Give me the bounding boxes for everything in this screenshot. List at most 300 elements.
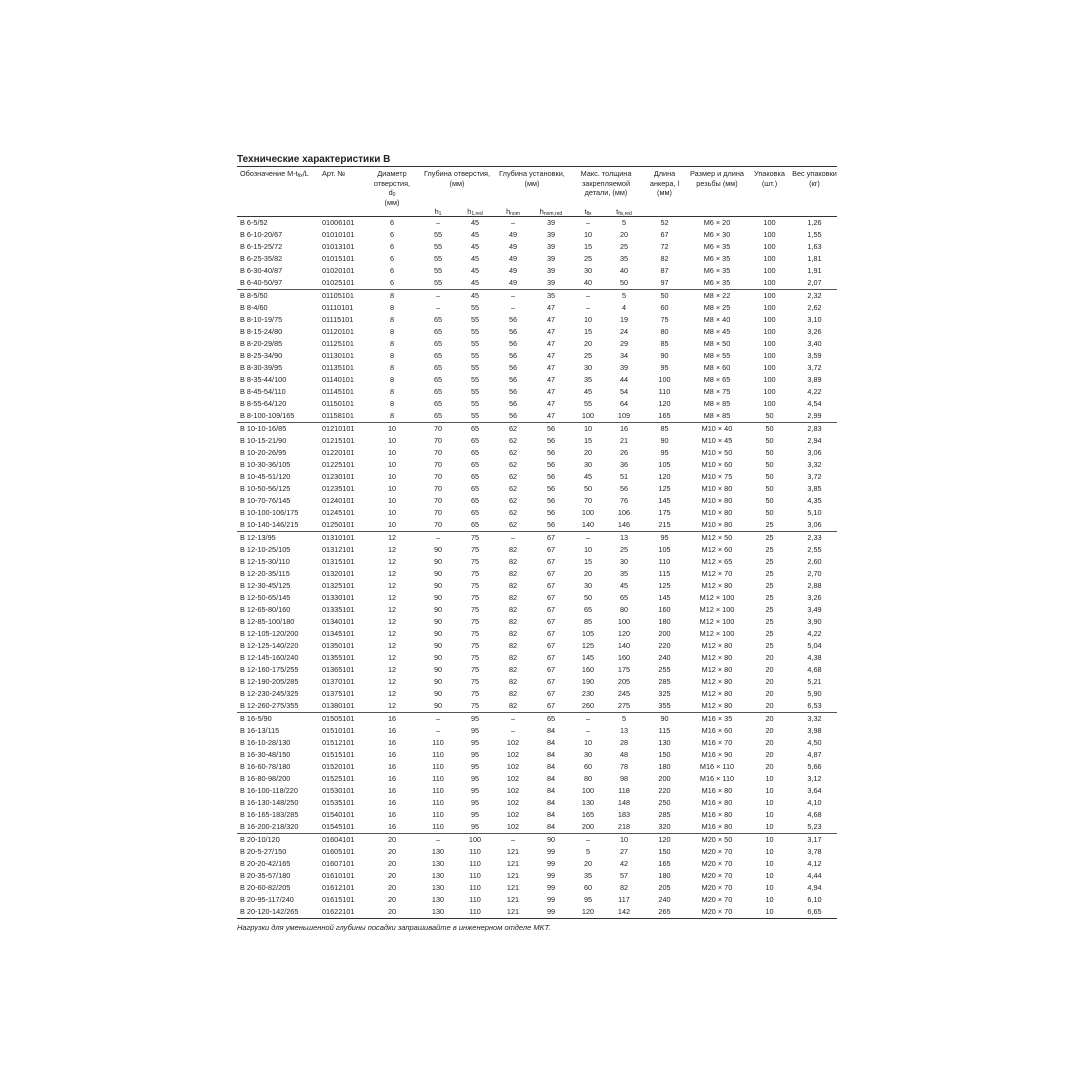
table-cell: M12 × 65	[701, 557, 733, 566]
table-cell: 20	[765, 689, 774, 698]
table-cell: 2,60	[807, 557, 822, 566]
table-cell: 3,26	[807, 327, 822, 336]
table-cell: 2,83	[792, 423, 837, 436]
table-cell: B 10-10-16/85	[237, 423, 316, 436]
table-cell: 55	[470, 315, 480, 324]
table-row	[237, 773, 837, 785]
table-cell: 45	[470, 254, 480, 263]
table-cell: 49	[508, 242, 518, 251]
table-cell: 57	[619, 871, 629, 880]
table-cell: 102	[506, 810, 520, 819]
table-cell: 55	[470, 327, 480, 336]
table-cell: B 12-13/95	[237, 532, 316, 545]
table-cell: 47	[546, 399, 556, 408]
table-cell: 125	[658, 581, 671, 590]
table-cell: 25	[765, 605, 774, 614]
table-cell: 16	[606, 423, 642, 436]
table-cell: B 10-20-26/95	[240, 448, 287, 457]
table-row	[237, 821, 837, 834]
table-cell: 70	[433, 472, 443, 481]
table-cell: M12 × 100	[699, 605, 735, 614]
table-cell: B 10-15-21/90	[240, 436, 287, 445]
table-cell: 180	[658, 871, 671, 880]
table-cell: 140	[617, 641, 631, 650]
table-cell: 90	[433, 701, 443, 710]
table-cell: 10	[570, 423, 606, 436]
table-cell: M16 × 60	[701, 726, 733, 735]
table-cell: 28	[619, 738, 629, 747]
table-cell: 01020101	[322, 266, 355, 275]
table-cell: 100	[763, 327, 776, 336]
table-row	[237, 725, 837, 737]
table-cell: B 16-10-28/130	[240, 738, 291, 747]
table-cell: 84	[546, 810, 556, 819]
table-cell: 99	[546, 859, 556, 868]
table-cell: M10 × 80	[701, 484, 733, 493]
table-row	[237, 532, 837, 545]
table-cell: 4,87	[807, 750, 822, 759]
table-cell: B 16-200-218/320	[240, 822, 299, 831]
table-cell: 110	[432, 822, 444, 831]
table-cell: 125	[581, 641, 595, 650]
table-cell: 95	[470, 786, 480, 795]
table-cell: M8 × 85	[703, 411, 731, 420]
table-cell: 10	[606, 834, 642, 847]
table-cell: 75	[470, 665, 480, 674]
table-cell: 45	[619, 581, 629, 590]
table-row	[237, 640, 837, 652]
table-cell: 01610101	[322, 871, 355, 880]
table-cell: 84	[546, 762, 556, 771]
table-cell: 4,68	[807, 810, 822, 819]
table-cell: 49	[508, 278, 518, 287]
table-cell: 145	[581, 653, 595, 662]
table-cell: 10	[765, 774, 774, 783]
table-cell: 67	[546, 701, 556, 710]
table-cell: 6,65	[792, 906, 837, 919]
table-cell: M12 × 50	[687, 532, 747, 545]
table-cell: 20	[765, 653, 774, 662]
table-cell: 20	[387, 859, 397, 868]
table-cell: M16 × 80	[701, 798, 733, 807]
table-cell: 12	[364, 532, 420, 545]
table-cell: 45	[470, 230, 480, 239]
table-cell: 01135101	[322, 363, 354, 372]
table-cell: 148	[617, 798, 631, 807]
table-cell: 65	[433, 375, 443, 384]
table-cell: M12 × 80	[701, 653, 733, 662]
table-cell: 99	[546, 847, 556, 856]
table-cell: 12	[387, 569, 397, 578]
table-cell: 01240101	[322, 496, 355, 505]
table-cell: 8	[389, 303, 395, 312]
table-cell: 80	[619, 605, 629, 614]
table-cell: 130	[431, 895, 445, 904]
table-cell: 4,94	[807, 883, 822, 892]
header-h1-red: $h_{1,red}$	[467, 206, 483, 217]
table-cell: B 10-70-76/145	[240, 496, 291, 505]
table-cell: 16	[387, 726, 397, 735]
table-title: Технические характеристики B	[237, 154, 391, 165]
table-cell: 95	[470, 750, 480, 759]
table-cell: 20	[364, 834, 420, 847]
table-cell: 20	[583, 569, 593, 578]
table-cell: 12	[387, 641, 397, 650]
table-cell: 50	[765, 508, 774, 517]
table-cell: 8	[389, 375, 395, 384]
header-hnom: $h_{nom}$	[506, 206, 520, 217]
table-cell: 110	[432, 762, 444, 771]
table-cell: 10	[765, 883, 774, 892]
table-cell: M12 × 80	[701, 581, 733, 590]
table-cell: 50	[583, 593, 593, 602]
table-cell: 56	[546, 448, 556, 457]
table-cell: 01355101	[322, 653, 355, 662]
table-cell: 12	[387, 557, 397, 566]
table-row	[237, 556, 837, 568]
table-cell: 01158101	[322, 411, 354, 420]
table-cell: 01505101	[316, 713, 364, 726]
table-cell: 90	[433, 689, 443, 698]
table-cell: B 6-40-50/97	[240, 278, 283, 287]
table-row	[237, 229, 837, 241]
table-row	[237, 447, 837, 459]
table-cell: 60	[583, 762, 593, 771]
table-cell: 45	[470, 242, 480, 251]
table-cell: M16 × 110	[699, 774, 735, 783]
table-cell: –	[570, 532, 606, 545]
table-group	[237, 423, 837, 532]
table-cell: 84	[546, 798, 556, 807]
table-cell: 95	[660, 448, 669, 457]
table-group	[237, 834, 837, 919]
table-cell: 49	[508, 254, 518, 263]
table-cell: 230	[581, 689, 595, 698]
table-cell: B 8-55-64/120	[240, 399, 287, 408]
table-cell: 01615101	[322, 895, 355, 904]
table-cell: B 8-10-19/75	[240, 315, 283, 324]
table-cell: 4,38	[807, 653, 822, 662]
table-cell: 95	[470, 762, 480, 771]
table-cell: 100	[581, 508, 595, 517]
table-cell: 110	[432, 774, 444, 783]
table-cell: –	[570, 713, 606, 726]
table-cell: 2,94	[807, 436, 822, 445]
table-row	[237, 471, 837, 483]
table-cell: M10 × 75	[701, 472, 733, 481]
table-cell: 110	[456, 906, 494, 919]
table-cell: 67	[546, 557, 556, 566]
table-cell: 47	[546, 327, 556, 336]
table-cell: 100	[617, 617, 631, 626]
table-cell: 80	[583, 774, 593, 783]
table-cell: 39	[546, 278, 556, 287]
table-cell: 16	[387, 738, 397, 747]
table-cell: 100	[658, 375, 671, 384]
table-cell: 4	[621, 303, 627, 312]
table-cell: 20	[583, 339, 593, 348]
table-cell: 102	[506, 774, 520, 783]
table-cell: 100	[763, 230, 776, 239]
table-row	[237, 314, 837, 326]
header-hnom-red: $h_{nom,red}$	[539, 206, 563, 217]
table-cell: 100	[763, 242, 776, 251]
table-cell: M20 × 70	[701, 883, 733, 892]
table-cell: 6	[389, 278, 395, 287]
table-cell: 200	[658, 629, 671, 638]
table-cell: 01607101	[322, 859, 355, 868]
table-cell: 102	[506, 762, 520, 771]
table-cell: M16 × 80	[701, 810, 733, 819]
table-cell: 90	[660, 351, 669, 360]
table-cell: 50	[765, 411, 774, 420]
table-cell: B 8-30-39/95	[240, 363, 283, 372]
table-cell: 55	[433, 254, 443, 263]
table-cell: 3,32	[807, 460, 822, 469]
table-cell: 01370101	[322, 677, 355, 686]
table-cell: 16	[387, 798, 397, 807]
table-cell: 12	[387, 593, 397, 602]
table-cell: 109	[617, 411, 631, 420]
table-cell: 55	[433, 230, 443, 239]
table-cell: 20	[364, 906, 420, 919]
table-cell: 95	[470, 774, 480, 783]
table-cell: B 12-160-175/255	[240, 665, 299, 674]
table-cell: 16	[387, 750, 397, 759]
table-cell: 35	[532, 290, 570, 303]
table-cell: 3,49	[807, 605, 822, 614]
table-cell: 25	[765, 569, 774, 578]
table-cell: B 6-15-25/72	[240, 242, 283, 251]
table-cell: B 12-20-35/115	[240, 569, 290, 578]
table-row	[237, 676, 837, 688]
table-cell: 82	[508, 677, 518, 686]
table-cell: M12 × 80	[701, 641, 733, 650]
table-cell: 01545101	[322, 822, 355, 831]
table-cell: 67	[546, 605, 556, 614]
table-cell: 82	[508, 581, 518, 590]
table-cell: 8	[389, 315, 395, 324]
table-cell: 01130101	[322, 351, 354, 360]
table-cell: 65	[433, 399, 443, 408]
table-cell: 20	[747, 713, 792, 726]
table-row	[237, 519, 837, 532]
table-cell: 190	[581, 677, 595, 686]
table-cell: M12 × 80	[701, 665, 733, 674]
table-cell: 65	[433, 327, 443, 336]
table-cell: 99	[546, 883, 556, 892]
table-cell: M12 × 80	[701, 677, 733, 686]
table-cell: 180	[658, 762, 671, 771]
table-cell: 67	[546, 689, 556, 698]
table-cell: 01006101	[322, 218, 355, 227]
table-cell: 8	[364, 290, 420, 303]
table-cell: 82	[508, 653, 518, 662]
table-cell: 100	[581, 786, 595, 795]
table-cell: 47	[546, 339, 556, 348]
table-cell: 160	[617, 653, 631, 662]
table-cell: 80	[660, 327, 669, 336]
table-cell: 15	[583, 327, 593, 336]
table-cell: M10 × 50	[701, 448, 733, 457]
table-cell: 50	[765, 460, 774, 469]
table-cell: 55	[470, 387, 480, 396]
table-cell: 1,26	[807, 218, 822, 227]
table-cell: 145	[658, 593, 671, 602]
table-cell: 121	[506, 871, 520, 880]
table-cell: M10 × 60	[701, 460, 733, 469]
table-cell: 67	[546, 581, 556, 590]
table-group	[237, 290, 837, 423]
table-cell: 20	[765, 665, 774, 674]
table-cell: 39	[546, 254, 556, 263]
table-cell: 65	[470, 448, 480, 457]
table-cell: 60	[660, 303, 669, 312]
table-cell: 84	[546, 786, 556, 795]
table-cell: 39	[619, 363, 629, 372]
table-cell: B 16-100-118/220	[240, 786, 298, 795]
table-cell: M6 × 30	[703, 230, 731, 239]
table-cell: 120	[617, 629, 631, 638]
table-cell: B 8-5/50	[237, 290, 316, 303]
table-cell: 10	[387, 520, 397, 529]
table-cell: 90	[433, 593, 443, 602]
table-cell: M20 × 70	[687, 906, 747, 919]
table-cell: 01015101	[322, 254, 355, 263]
table-cell: 20	[619, 230, 629, 239]
table-cell: 20	[387, 895, 397, 904]
table-cell: 110	[469, 859, 481, 868]
header-tfix: $t_{fix}$	[584, 206, 592, 217]
table-cell: 97	[660, 278, 669, 287]
table-cell: B 16-165-183/285	[240, 810, 299, 819]
table-cell: 110	[432, 750, 444, 759]
table-cell: 25	[619, 242, 629, 251]
table-cell: 165	[658, 859, 671, 868]
table-header	[237, 167, 837, 217]
table-cell: 130	[431, 871, 445, 880]
table-cell: M12 × 60	[701, 545, 733, 554]
table-row	[237, 894, 837, 906]
table-cell: 12	[387, 545, 397, 554]
table-cell: 130	[581, 798, 595, 807]
table-cell: 42	[619, 859, 629, 868]
table-cell: 01140101	[322, 375, 354, 384]
table-cell: M20 × 70	[701, 895, 733, 904]
table-cell: 39	[546, 242, 556, 251]
table-row	[237, 846, 837, 858]
table-cell: 50	[583, 484, 593, 493]
table-cell: 67	[546, 677, 556, 686]
table-row	[237, 906, 837, 919]
table-cell: 65	[456, 423, 494, 436]
table-cell: 50	[765, 472, 774, 481]
table-cell: 95	[470, 810, 480, 819]
table-cell: 01312101	[322, 545, 355, 554]
table-cell: 100	[763, 315, 776, 324]
table-cell: 20	[765, 738, 774, 747]
table-cell: 35	[583, 375, 593, 384]
table-cell: 8	[389, 363, 395, 372]
table-cell: 75	[470, 605, 480, 614]
table-cell: 82	[508, 617, 518, 626]
table-cell: –	[420, 290, 456, 303]
table-cell: B 10-50-56/125	[240, 484, 291, 493]
table-cell: 30	[583, 460, 593, 469]
table-cell: B 8-25-34/90	[240, 351, 283, 360]
table-cell: 65	[470, 520, 480, 529]
table-cell: –	[510, 303, 516, 312]
table-cell: 255	[658, 665, 671, 674]
table-cell: 8	[389, 411, 395, 420]
table-cell: M16 × 35	[687, 713, 747, 726]
table-cell: 110	[469, 847, 481, 856]
table-cell: 145	[658, 496, 671, 505]
table-cell: 10	[583, 738, 593, 747]
table-cell: 90	[532, 834, 570, 847]
table-cell: 180	[658, 617, 671, 626]
table-cell: 51	[619, 472, 629, 481]
table-cell: 110	[658, 557, 671, 566]
table-row	[237, 834, 837, 847]
table-cell: 3,40	[807, 339, 822, 348]
table-cell: 25	[765, 557, 774, 566]
table-cell: 50	[747, 423, 792, 436]
header-weight: Вес упаковки (кг)	[792, 169, 837, 188]
table-cell: 110	[432, 786, 444, 795]
table-cell: 40	[583, 278, 593, 287]
table-cell: 75	[470, 629, 480, 638]
table-cell: 01330101	[322, 593, 355, 602]
table-cell: 65	[433, 315, 443, 324]
table-cell: 82	[619, 883, 629, 892]
table-cell: M16 × 80	[701, 822, 733, 831]
table-cell: 140	[581, 520, 595, 529]
table-cell: 13	[619, 726, 629, 735]
table-cell: 8	[389, 399, 395, 408]
table-cell: 3,10	[807, 315, 822, 324]
table-cell: 56	[508, 363, 518, 372]
table-cell: B 16-30-48/150	[240, 750, 291, 759]
table-cell: 6,53	[807, 701, 822, 710]
table-cell: 10	[765, 786, 774, 795]
table-cell: 47	[546, 363, 556, 372]
table-cell: 55	[470, 411, 480, 420]
table-cell: 100	[763, 339, 776, 348]
table-cell: 26	[619, 448, 629, 457]
table-cell: 4,12	[807, 859, 822, 868]
table-row	[237, 483, 837, 495]
table-cell: 10	[747, 906, 792, 919]
table-cell: 355	[658, 701, 671, 710]
table-cell: 49	[508, 230, 518, 239]
table-row	[237, 749, 837, 761]
table-cell: 120	[642, 834, 687, 847]
table-cell: 12	[387, 689, 397, 698]
table-cell: 95	[470, 726, 480, 735]
table-cell: 90	[433, 665, 443, 674]
table-cell: M20 × 50	[687, 834, 747, 847]
table-cell: 01612101	[322, 883, 355, 892]
header-hole-depth: Глубина отверстия, (мм)	[423, 169, 491, 188]
table-cell: –	[494, 290, 532, 303]
table-cell: B 20-35-57/180	[240, 871, 291, 880]
table-cell: 285	[658, 810, 671, 819]
table-cell: 100	[763, 363, 776, 372]
table-cell: 55	[470, 303, 480, 312]
table-cell: –	[420, 834, 456, 847]
table-cell: 82	[508, 605, 518, 614]
